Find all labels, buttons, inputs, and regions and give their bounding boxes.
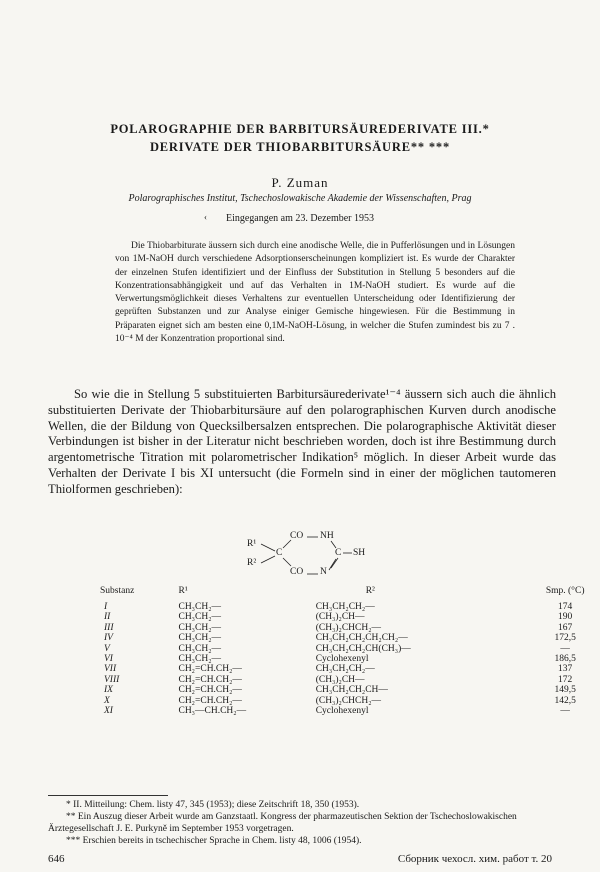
cell-r2: (CH₃)₂CHCH₂— xyxy=(315,695,382,706)
formula-c-left: C xyxy=(276,548,283,558)
cell-r1: CH₃CH₂— xyxy=(178,633,222,644)
cell-r2: Cyclohexenyl xyxy=(315,706,369,717)
cell-r2: CH₃CH₂CH₂CH₂CH₂— xyxy=(315,633,408,644)
table-row xyxy=(100,623,600,633)
cell-r2: CH₃CH₂CH₂CH— xyxy=(315,685,388,696)
footnote-2: ** Ein Auszug dieser Arbeit wurde am Ganzstaatl. Kongress der pharmazeutischen Sektion der Tschechoslowakischen Ärztegesellschaft J. E. Purkyně im September 1953 vorgetragen. xyxy=(48,812,517,834)
table-row xyxy=(100,696,600,706)
cell-r2: (CH₃)₂CH— xyxy=(315,674,365,685)
table-row xyxy=(100,633,600,643)
table-header-row xyxy=(100,586,600,602)
header-r2: R² xyxy=(365,586,375,596)
table-row xyxy=(100,664,600,674)
cell-r2: (CH₃)₂CH— xyxy=(315,612,365,623)
cell-mp: — xyxy=(560,706,570,717)
title-line-1: POLAROGRAPHIE DER BARBITURSÄUREDERIVATE III.* xyxy=(110,122,490,136)
received-mark: ‹ xyxy=(204,212,207,222)
cell-r2: CH₃CH₂CH₂CH(CH₃)— xyxy=(315,643,411,654)
cell-r1: CH₂=CH.CH₂— xyxy=(178,695,242,706)
header-smp: Smp. (°C) xyxy=(545,586,585,596)
cell-r2: CH₃CH₂CH₂— xyxy=(315,664,375,675)
affiliation: Polarographisches Institut, Tschechoslowakische Akademie der Wissenschaften, Prag xyxy=(128,193,472,204)
received-date: Eingegangen am 23. Dezember 1953 xyxy=(225,213,374,224)
formula-c-sh: C xyxy=(335,548,342,558)
cell-substance: IV xyxy=(104,633,113,644)
table-row xyxy=(100,675,600,685)
body-paragraph: So wie die in Stellung 5 substituierten Barbitursäurederivate¹⁻⁴ äussern sich auch die ähnlich substituierten Derivate der Thiobarbitursäure auf den polarographischen Kurven durch anodische Wellen, die der Bildung von Quecksilbersalzen entsprechen. Die polarographische Aktivität dieser Verbindungen ist bisher in der Literatur nicht beschrieben worden, doch ist ihre Bestimmung durch argentometrische Titration mit polarometrischer Indikation⁵ möglich. In dieser Arbeit wurde das Verhalten der Derivate I bis XI untersucht (die Formeln sind in einer der möglichen tautomeren Thiolformen geschrieben): xyxy=(48,387,556,496)
cell-mp: 172 xyxy=(558,674,573,685)
substances-table xyxy=(100,586,600,716)
formula-bonds xyxy=(247,534,387,580)
cell-r2: (CH₃)₂CHCH₂— xyxy=(315,622,382,633)
cell-r1: CH₂=CH.CH₂— xyxy=(178,664,242,675)
title-line-2: DERIVATE DER THIOBARBITURSÄURE** *** xyxy=(149,140,451,154)
journal-name: Сборник чехосл. хим. работ т. 20 xyxy=(397,853,552,865)
cell-mp: 186,5 xyxy=(554,654,576,665)
abstract: Die Thiobarbiturate äussern sich durch eine anodische Welle, die in Pufferlösungen und in Lösungen von 1M-NaOH durch verschiedene Adsorptionserscheinungen kompliziert ist. Es wurde der Charakter der einzelnen Stufen identifiziert und der Einfluss der Substitution in Stellung 5 besonders auf die Konzentrationsabhängigkeit und auf das Verhalten in 1M-NaOH studiert. Es wurde auf die Verwertungsmöglichkeit dieses Verhaltens zur eventuellen Unterscheidung oder Identifizierung der geprüften Substanzen und zur Analyse einiger Gemische hingewiesen. Für die Bestimmung in Präparaten eignet sich am besten eine 0,1M-NaOH-Lösung, in welcher die Stufen zumindest bis zu 7 . 10⁻⁴ M der Konzentration proportional sind. xyxy=(115,241,515,345)
cell-mp: 174 xyxy=(558,602,573,612)
cell-r2: CH₃CH₂CH₂— xyxy=(315,602,375,612)
cell-r1: CH₂=CH.CH₂— xyxy=(178,685,242,696)
cell-substance: IX xyxy=(104,685,113,696)
table-row xyxy=(100,612,600,622)
cell-substance: III xyxy=(104,622,114,633)
cell-mp: 149,5 xyxy=(554,685,576,696)
cell-substance: VI xyxy=(104,654,113,665)
cell-r2: Cyclohexenyl xyxy=(315,654,369,665)
cell-substance: II xyxy=(104,612,111,623)
cell-r1: CH₂=CH.CH₂— xyxy=(178,674,242,685)
cell-substance: VIII xyxy=(104,674,120,685)
table-row xyxy=(100,602,600,612)
table-row xyxy=(100,654,600,664)
page-number: 646 xyxy=(48,853,65,865)
structural-formula xyxy=(247,531,387,577)
cell-substance: I xyxy=(104,602,108,612)
formula-r1: R¹ xyxy=(247,539,257,549)
header-r1: R¹ xyxy=(178,586,188,596)
cell-r1: CH₃CH₂— xyxy=(178,643,222,654)
cell-r1: CH₃CH₂— xyxy=(178,622,222,633)
footnote-3: *** Erschien bereits in tschechischer Sprache in Chem. listy 48, 1006 (1954). xyxy=(66,836,362,846)
cell-r1: CH₃CH₂— xyxy=(178,612,222,623)
table-row xyxy=(100,644,600,654)
header-substanz: Substanz xyxy=(100,586,135,596)
cell-mp: 167 xyxy=(558,622,573,633)
footnote-1: * II. Mitteilung: Chem. listy 47, 345 (1953); diese Zeitschrift 18, 350 (1953). xyxy=(66,800,360,810)
cell-substance: VII xyxy=(104,664,117,675)
formula-co-bottom: CO xyxy=(290,567,304,577)
formula-nh: NH xyxy=(320,531,334,541)
cell-mp: 172,5 xyxy=(554,633,576,644)
cell-mp: 142,5 xyxy=(554,695,576,706)
table-row xyxy=(100,685,600,695)
formula-sh: SH xyxy=(353,548,366,558)
footnote-divider xyxy=(48,795,168,796)
formula-n: N xyxy=(320,567,327,577)
formula-co-top: CO xyxy=(290,531,304,541)
cell-substance: X xyxy=(104,695,110,706)
cell-mp: 190 xyxy=(558,612,573,623)
cell-mp: — xyxy=(560,643,570,654)
formula-r2: R² xyxy=(247,558,257,568)
cell-r1: CH₃—CH.CH₂— xyxy=(178,706,247,717)
author: P. Zuman xyxy=(271,175,329,190)
cell-substance: V xyxy=(104,643,110,654)
cell-r1: CH₃CH₂— xyxy=(178,654,222,665)
cell-substance: XI xyxy=(104,706,113,717)
cell-mp: 137 xyxy=(558,664,573,675)
table-row xyxy=(100,706,600,716)
cell-r1: CH₃CH₂— xyxy=(178,602,222,612)
